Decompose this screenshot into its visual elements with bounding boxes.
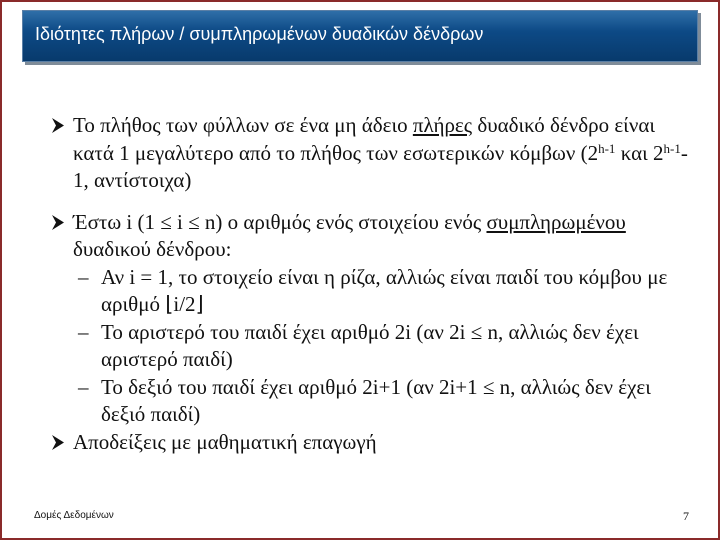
footer-course-name: Δομές Δεδομένων bbox=[34, 510, 114, 521]
superscript: h-1 bbox=[663, 140, 681, 156]
sub-item-text: Το αριστερό του παιδί έχει αριθμό 2i (αν 2i ≤ n, αλλιώς δεν έχει αριστερό παιδί) bbox=[101, 319, 639, 371]
bullet-text: Έστω i (1 ≤ i ≤ n) ο αριθμός ενός στοιχείου ενός bbox=[73, 209, 487, 234]
sub-item-text: Αν i = 1, το στοιχείο είναι η ρίζα, αλλιώς είναι παιδί του κόμβου με αριθμό ⌊i/2⌋ bbox=[101, 264, 668, 316]
bullet-item bbox=[48, 209, 688, 264]
bullet-item bbox=[48, 429, 688, 457]
sub-item-text: Το δεξιό του παιδί έχει αριθμό 2i+1 (αν 2i+1 ≤ n, αλλιώς δεν έχει δεξιό παιδί) bbox=[101, 374, 651, 426]
underlined-term: συμπληρωμένου bbox=[486, 209, 626, 234]
sub-item bbox=[48, 319, 688, 374]
bullet-text: Αποδείξεις με μαθηματική επαγωγή bbox=[73, 429, 377, 454]
bullet-text: Το πλήθος των φύλλων σε ένα μη άδειο bbox=[73, 113, 413, 137]
arrow-bullet-icon bbox=[48, 112, 70, 139]
underlined-term: πλήρες bbox=[412, 113, 473, 137]
superscript: h-1 bbox=[598, 140, 616, 156]
title-bar bbox=[22, 10, 698, 62]
bullet-text: και 2 bbox=[615, 140, 664, 165]
bullet-text: δυαδικό δένδρο είναι κατά 1 μεγαλύτερο από το πλήθος των εσωτερικών κόμβων (2 bbox=[73, 113, 655, 165]
sub-item bbox=[48, 264, 688, 319]
dash-marker: – bbox=[78, 319, 89, 344]
page-number: 7 bbox=[683, 509, 689, 523]
sub-item bbox=[48, 374, 688, 429]
bullet-text: δυαδικού δένδρου: bbox=[73, 237, 232, 261]
bullet-text: -1, αντίστοιχα) bbox=[73, 140, 688, 192]
slide-content bbox=[48, 112, 688, 456]
arrow-bullet-icon bbox=[48, 429, 70, 456]
slide-title: Ιδιότητες πλήρων / συμπληρωμένων δυαδικών δένδρων bbox=[35, 24, 484, 44]
arrow-bullet-icon bbox=[48, 209, 70, 236]
dash-marker: – bbox=[78, 264, 89, 289]
dash-marker: – bbox=[78, 374, 89, 399]
bullet-item bbox=[48, 112, 688, 195]
